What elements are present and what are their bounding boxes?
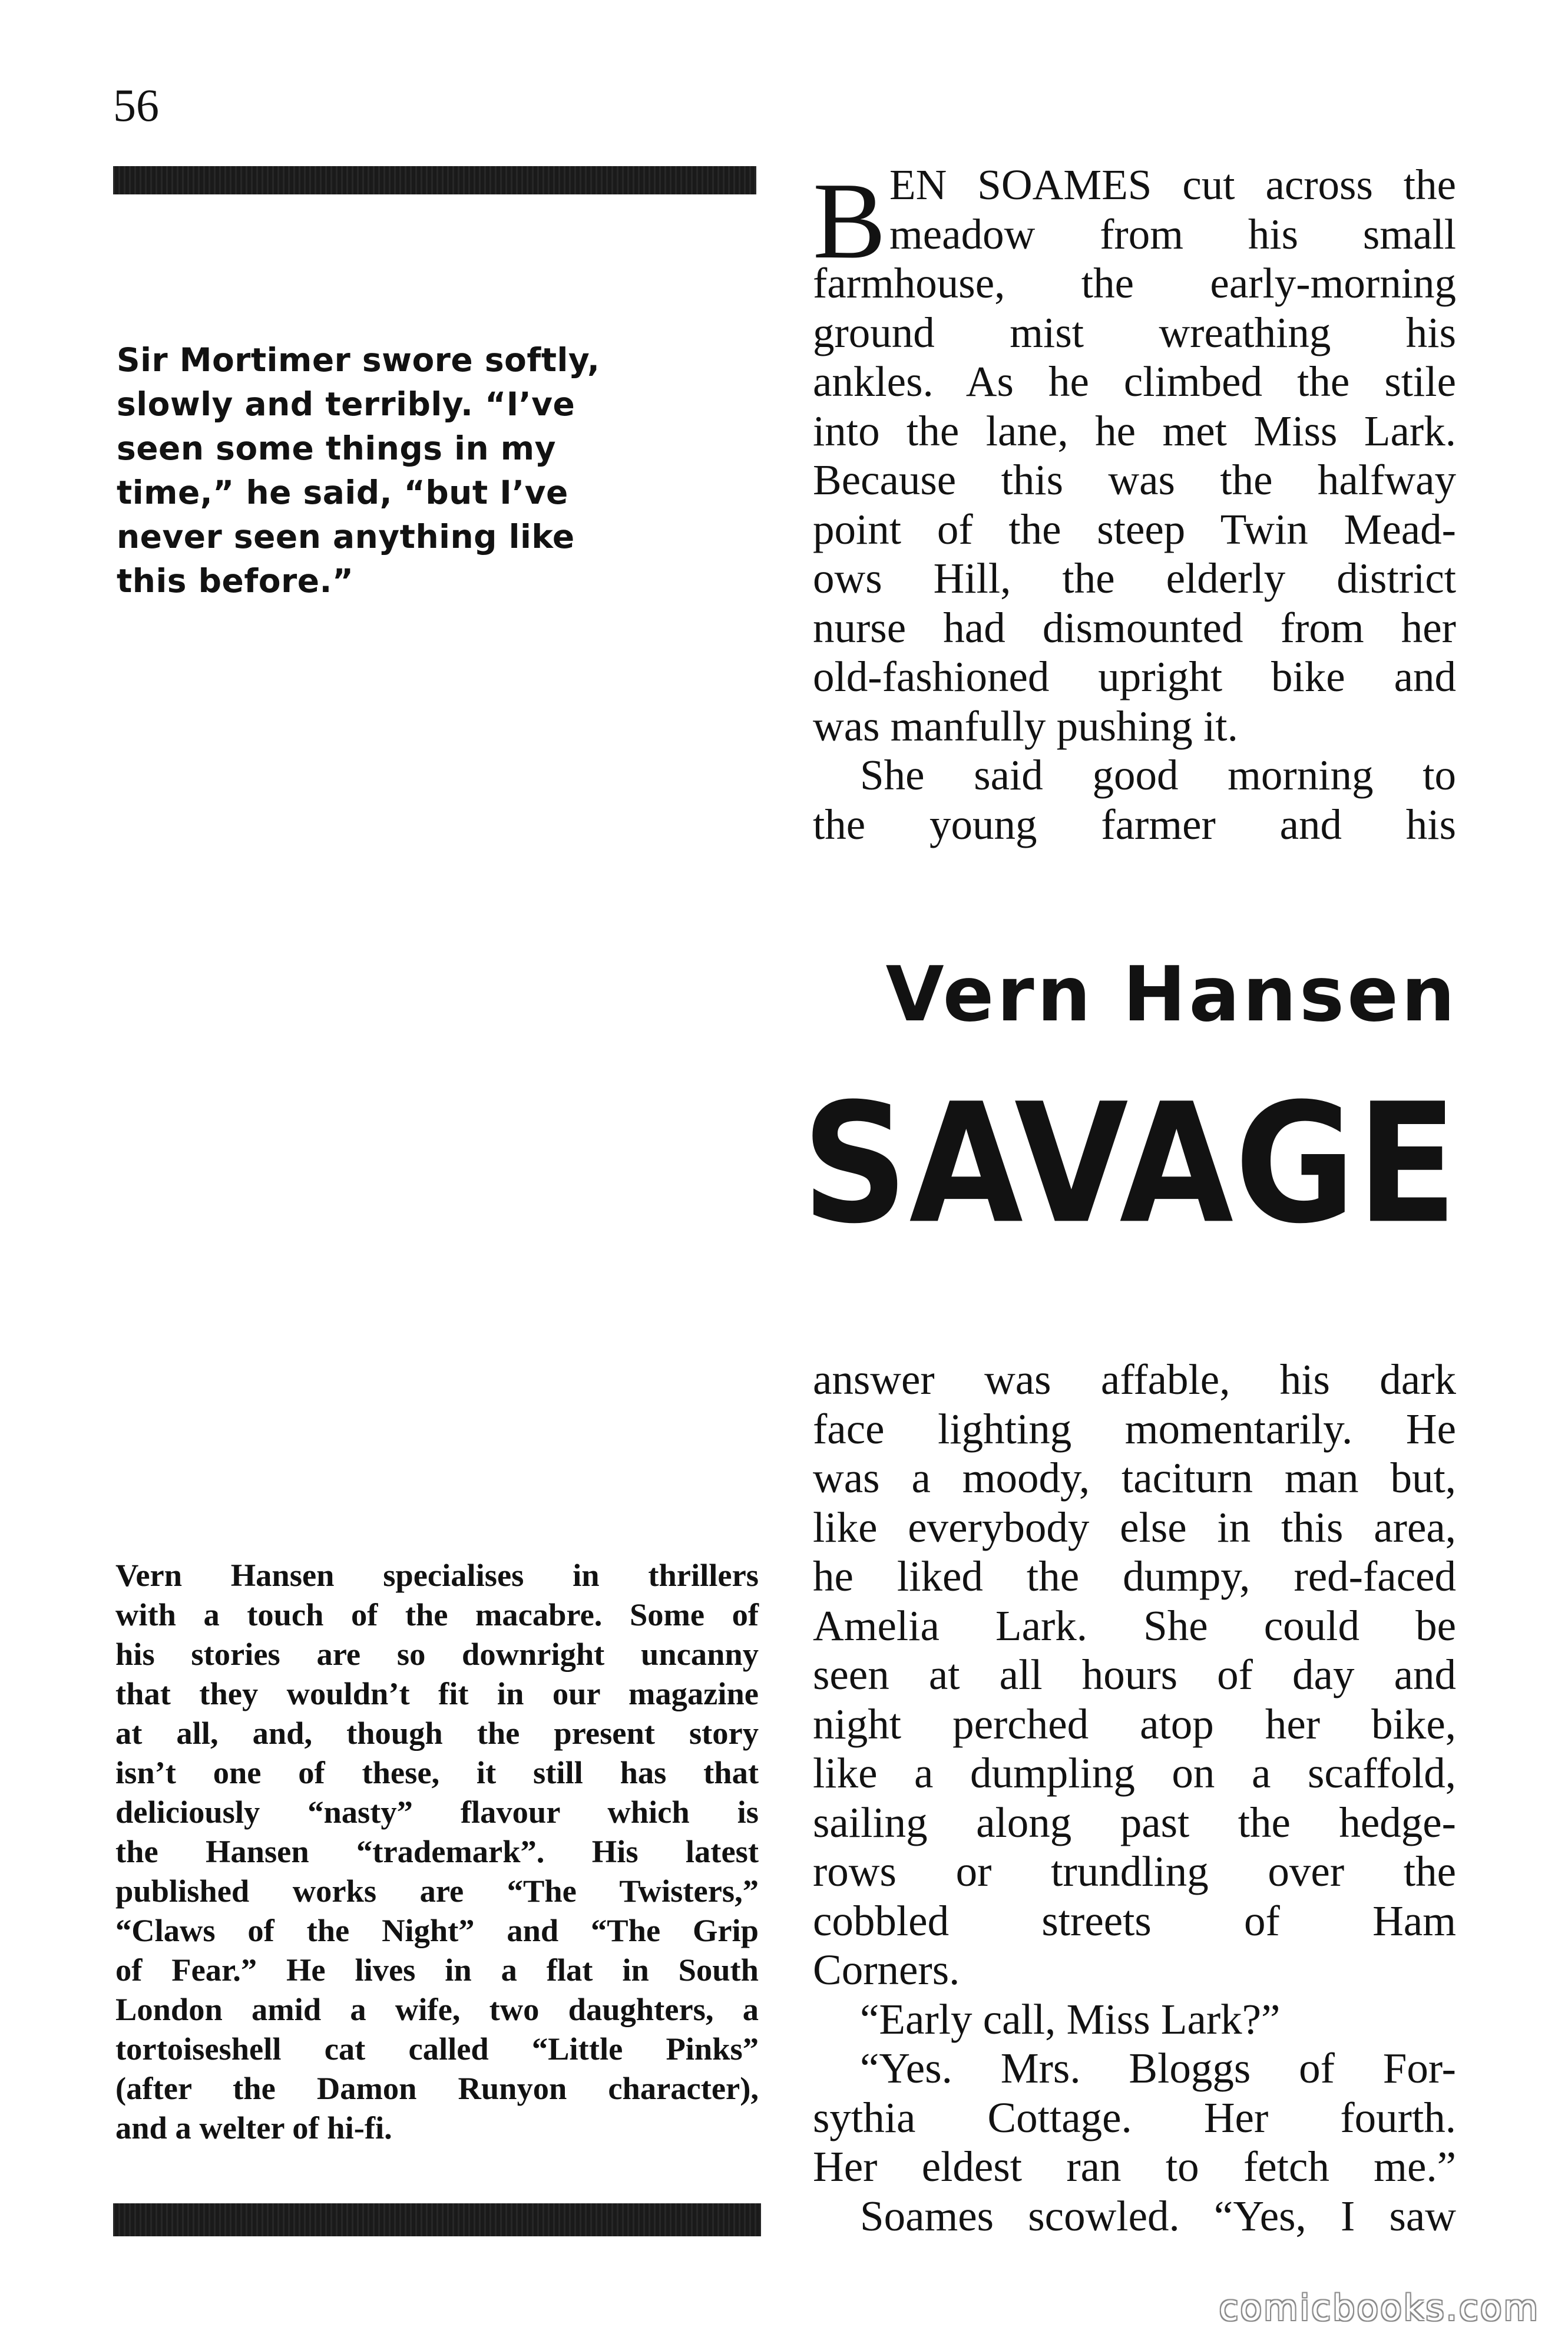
story-line: he liked the dumpy, red-faced (813, 1552, 1456, 1600)
watermark: comicbooks.com (1219, 2288, 1540, 2329)
story-line: “Yes. Mrs. Bloggs of For- (860, 2044, 1456, 2092)
story-line: meadow from his small (889, 210, 1456, 258)
pull-quote-line: never seen anything like (117, 518, 575, 556)
author-bio (115, 1555, 759, 2147)
top-decorative-rule (113, 166, 756, 194)
pull-quote-line: Sir Mortimer swore softly, (117, 341, 600, 379)
bio-line: his stories are so downright uncanny (115, 1636, 759, 1672)
story-continued-column (813, 1355, 1456, 2240)
bio-line: that they wouldn’t fit in our magazine (115, 1675, 759, 1711)
story-line: seen at all hours of day and (813, 1651, 1456, 1698)
bio-line: isn’t one of these, it still has that (115, 1754, 759, 1790)
story-line: face lighting momentarily. He (813, 1404, 1456, 1453)
story-line: into the lane, he met Miss Lark. (813, 406, 1456, 455)
story-line: ows Hill, the elderly district (813, 554, 1456, 602)
drop-cap: B (813, 160, 886, 282)
story-line: like a dumpling on a scaffold, (813, 1749, 1456, 1797)
story-line: Amelia Lark. She could be (813, 1601, 1456, 1650)
story-line: nurse had dismounted from her (813, 603, 1456, 652)
story-line: Soames scowled. “Yes, I saw (860, 2192, 1456, 2240)
bottom-decorative-rule (113, 2203, 761, 2236)
bio-line: “Claws of the Night” and “The Grip (115, 1912, 759, 1948)
story-line: like everybody else in this area, (813, 1503, 1456, 1551)
story-opening-column (813, 160, 1456, 849)
story-line: night perched atop her bike, (813, 1700, 1456, 1748)
pull-quote (117, 338, 741, 603)
bio-line: the Hansen “trademark”. His latest (115, 1833, 759, 1869)
story-line: ground mist wreathing his (813, 308, 1456, 356)
story-line: was manfully pushing it. (813, 702, 1238, 750)
bio-line: tortoiseshell cat called “Little Pinks” (115, 2031, 759, 2067)
story-line: “Early call, Miss Lark?” (860, 1995, 1281, 2043)
story-line: She said good morning to (860, 751, 1456, 799)
bio-line: at all, and, though the present story (115, 1715, 759, 1751)
bio-line: London amid a wife, two daughters, a (115, 1991, 759, 2027)
story-line: ankles. As he climbed the stile (813, 358, 1456, 405)
story-line: sailing along past the hedge- (813, 1798, 1456, 1846)
bio-line: of Fear.” He lives in a flat in South (115, 1952, 759, 1988)
bio-line: published works are “The Twisters,” (115, 1873, 759, 1909)
bio-line: (after the Damon Runyon character), (115, 2070, 759, 2106)
story-title: SAVAGE (802, 1067, 1458, 1260)
story-line: point of the steep Twin Mead- (813, 505, 1456, 553)
pull-quote-line: time,” he said, “but I’ve (117, 474, 568, 511)
story-line: cobbled streets of Ham (813, 1896, 1456, 1945)
pull-quote-line: this before.” (117, 562, 354, 600)
pull-quote-line: seen some things in my (117, 429, 556, 467)
author-name: Vern Hansen (885, 951, 1458, 1039)
story-line: answer was affable, his dark (813, 1356, 1456, 1403)
story-line: farmhouse, the early-morning (813, 259, 1456, 307)
story-line: the young farmer and his (813, 800, 1456, 848)
story-line: rows or trundling over the (813, 1847, 1456, 1895)
story-line: sythia Cottage. Her fourth. (813, 2093, 1456, 2141)
bio-line: with a touch of the macabre. Some of (115, 1597, 759, 1632)
story-line: EN SOAMES cut across the (889, 161, 1456, 209)
bio-line: Vern Hansen specialises in thrillers (115, 1557, 759, 1593)
story-line: Because this was the halfway (813, 456, 1456, 504)
bio-line: and a welter of hi-fi. (115, 2110, 392, 2146)
story-line: old-fashioned upright bike and (813, 653, 1456, 700)
bio-line: deliciously “nasty” flavour which is (115, 1794, 759, 1830)
story-line: Corners. (813, 1946, 960, 1994)
page-number: 56 (113, 80, 159, 131)
story-line: was a moody, taciturn man but, (813, 1454, 1456, 1502)
pull-quote-line: slowly and terribly. “I’ve (117, 385, 575, 423)
story-line: Her eldest ran to fetch me.” (813, 2143, 1456, 2190)
